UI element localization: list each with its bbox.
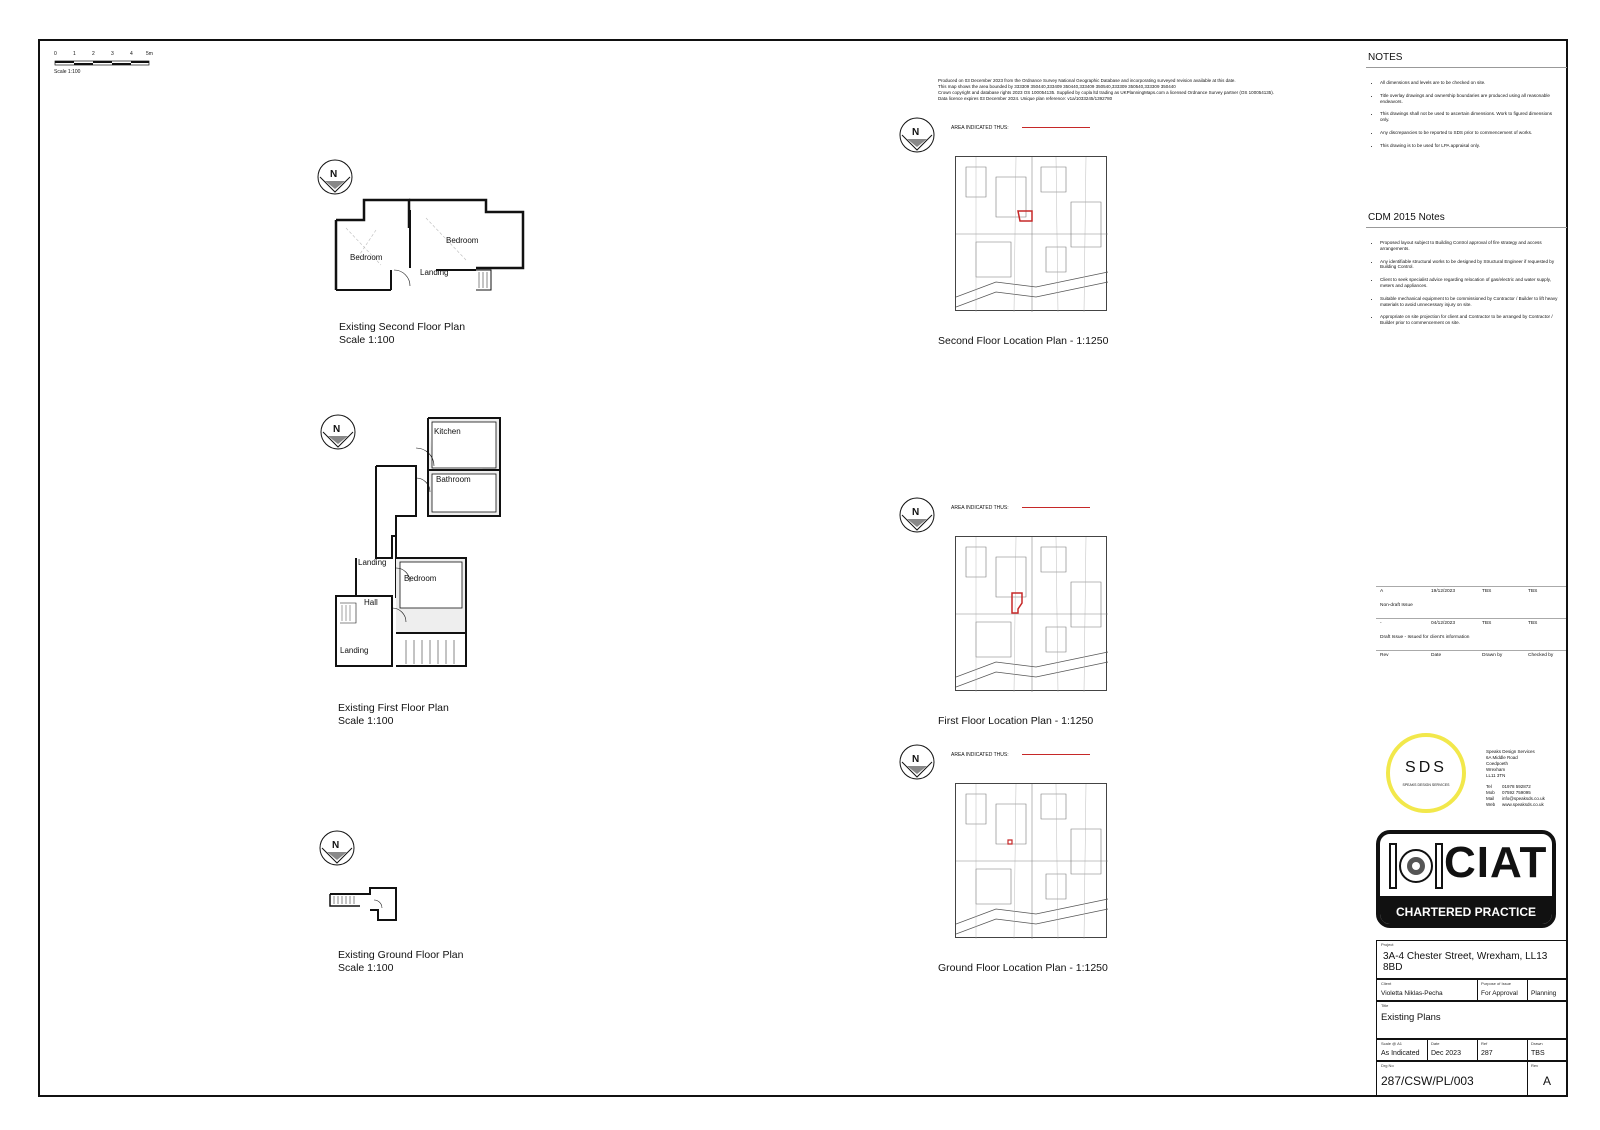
drawing-number-box: [1376, 1061, 1568, 1097]
address-line: Wrexham: [1486, 767, 1506, 772]
note-item: • This drawing is to be used for LPA appraisal only.: [1380, 143, 1560, 149]
note-item: • This drawings shall not be used to ascertain dimensions. Work to figured dimensions only.: [1380, 111, 1560, 123]
contact-value: info@speaksds.co.uk: [1502, 796, 1545, 801]
scale-tick: 0: [54, 51, 57, 57]
cdm-item: • Proposed layout subject to Building Control approval of fire strategy and access arrangements.: [1380, 240, 1560, 252]
address-line: 6A Middle Road: [1486, 755, 1518, 760]
room-label: Bedroom: [446, 236, 479, 245]
client-box: [1376, 979, 1568, 1001]
rev-cell: TBS: [1528, 589, 1538, 594]
room-label: Bathroom: [436, 475, 471, 484]
cdm-item: • Client to seek specialist advice regarding relocation of gas/electric and water supply, meters and appliances.: [1380, 277, 1560, 289]
scale-tick: 5m: [146, 51, 153, 57]
drawing-sheet: [38, 39, 1568, 1097]
first-floor-walls: [336, 418, 506, 680]
north-arrow-icon: [316, 158, 354, 196]
drawn-value: TBS: [1531, 1050, 1545, 1057]
drawn-label: Drawn: [1531, 1041, 1543, 1046]
revision-table: [1376, 586, 1566, 658]
first-floor-plan-title: Existing First Floor Plan: [338, 702, 449, 714]
ground-floor-walls: [330, 880, 400, 925]
scale-tick: 3: [111, 51, 114, 57]
client-value: Violetta Niklas-Pecha: [1381, 990, 1443, 997]
client-label: Client: [1381, 981, 1392, 986]
rev-cell: 19/12/2023: [1431, 589, 1456, 594]
scale-label: Scale 1:100: [54, 69, 81, 75]
room-label: Bedroom: [350, 253, 383, 262]
contact-key: Mob: [1486, 790, 1495, 795]
notes-heading: NOTES: [1368, 52, 1403, 63]
area-indicated-label: AREA INDICATED THUS:: [951, 125, 1009, 131]
ciat-logo: [1376, 830, 1556, 928]
project-label: Project: [1381, 942, 1394, 947]
area-indicated-label: AREA INDICATED THUS:: [951, 752, 1009, 758]
north-label: N: [332, 840, 340, 851]
cdm-item: • Appropriate on site projection for client and Contractor to be arranged by Contractor / Builder prior to commencement on site.: [1380, 314, 1560, 326]
project-value: 3A-4 Chester Street, Wrexham, LL13 8BD: [1383, 951, 1548, 973]
north-arrow-icon: [318, 829, 356, 867]
rev-header: Checked by: [1528, 653, 1554, 658]
sds-logo: [1386, 733, 1466, 813]
sds-address: [1486, 749, 1566, 808]
note-item: • All dimensions and levels are to be checked on site.: [1380, 80, 1560, 86]
rev-header: Date: [1431, 653, 1442, 658]
north-label: N: [912, 507, 920, 518]
second-floor-plan: [336, 200, 526, 300]
date-value: Dec 2023: [1431, 1050, 1461, 1057]
os-notice-line: Data licence expires 03 December 2024. Unique plan reference: v1a/1033245/1392780: [938, 96, 1113, 101]
area-indicated-label: AREA INDICATED THUS:: [951, 505, 1009, 511]
first-floor-plan: [336, 418, 506, 680]
contact-key: Tel: [1486, 784, 1492, 789]
dwg-label: Drg No: [1381, 1063, 1394, 1068]
scale-tick: 4: [130, 51, 133, 57]
room-label: Landing: [340, 646, 369, 655]
note-item: • Any discrepancies to be reported to SDS prior to commencement of works.: [1380, 130, 1560, 136]
scale-value: As Indicated: [1381, 1050, 1420, 1057]
address-line: LL11 3TN: [1486, 773, 1506, 778]
location-map-graphic: [956, 157, 1108, 312]
room-label: Hall: [364, 598, 378, 607]
north-arrow-icon: [898, 116, 936, 154]
location-map-graphic: [956, 537, 1108, 692]
second-floor-walls: [336, 200, 526, 300]
rev-header: Rev: [1380, 653, 1389, 658]
north-label: N: [912, 127, 920, 138]
rev-cell: -: [1380, 621, 1382, 626]
area-indicated-line: [1022, 127, 1090, 128]
divider: [1366, 227, 1567, 228]
title-box: [1376, 1001, 1568, 1039]
location-map: [955, 536, 1107, 691]
ciat-emblem-icon: [1388, 840, 1444, 892]
contact-key: Web: [1486, 802, 1496, 807]
location-plan-title: First Floor Location Plan - 1:1250: [938, 715, 1094, 727]
contact-value: 07592 759095: [1502, 790, 1531, 795]
os-notice-line: This map shows the area bounded by 333309 350440,333409 350440,333409 350540,333309 350540,333309 350440: [938, 84, 1176, 89]
north-label: N: [330, 169, 338, 180]
scale-label: Scale @ A1: [1381, 1041, 1402, 1046]
ciat-name: CIAT: [1444, 838, 1548, 887]
location-plan-title: Ground Floor Location Plan - 1:1250: [938, 962, 1108, 974]
area-indicated-line: [1022, 507, 1090, 508]
title-label: Title: [1381, 1003, 1389, 1008]
purpose-value-2: Planning: [1531, 990, 1557, 997]
second-floor-plan-title: Existing Second Floor Plan: [339, 321, 466, 333]
cdm-item: • Any identifiable structural works to be designed by Structural Engineer if requested by Building Control.: [1380, 259, 1560, 271]
title-value: Existing Plans: [1381, 1012, 1441, 1023]
rev-cell: TBS: [1528, 621, 1538, 626]
room-label: Kitchen: [434, 427, 461, 436]
rev-label: Rev: [1531, 1063, 1539, 1068]
sds-logo-sub: SPEAKS DESIGN SERVICES: [1402, 783, 1450, 787]
location-map: [955, 783, 1107, 938]
cdm-notes-list: [1370, 240, 1560, 333]
second-floor-plan-scale: Scale 1:100: [339, 334, 395, 346]
dwg-value: 287/CSW/PL/003: [1381, 1074, 1474, 1088]
north-arrow-icon: [898, 496, 936, 534]
rev-cell: Draft Issue - Issued for client's information: [1380, 635, 1470, 640]
ref-value: 287: [1481, 1050, 1493, 1057]
first-floor-plan-scale: Scale 1:100: [338, 715, 394, 727]
address-line: Coedpoeth: [1486, 761, 1509, 766]
ground-floor-plan-scale: Scale 1:100: [338, 962, 394, 974]
os-notice-line: Crown copyright and database rights 2023 OS 100054135. Supplied by copla ltd trading as UKPlanningMaps.com a licensed Ordnance Survey partner (OS 100054135).: [938, 90, 1274, 95]
address-line: Speaks Design Services: [1486, 749, 1535, 754]
scale-tick: 1: [73, 51, 76, 57]
location-map-graphic: [956, 784, 1108, 939]
rev-cell: TBS: [1482, 621, 1492, 626]
purpose-label: Purpose of Issue: [1481, 981, 1512, 986]
contact-value: 01978 592872: [1502, 784, 1531, 789]
rev-cell: 04/12/2023: [1431, 621, 1456, 626]
divider: [1366, 67, 1567, 68]
contact-value: www.speaksds.co.uk: [1502, 802, 1544, 807]
north-label: N: [912, 754, 920, 765]
room-label: Landing: [420, 268, 449, 277]
notes-list: [1370, 80, 1560, 156]
rev-cell: Non-draft Issue: [1380, 603, 1413, 608]
rev-header: Drawn by: [1482, 653, 1503, 658]
location-map: [955, 156, 1107, 311]
purpose-value: For Approval: [1481, 990, 1518, 997]
ref-label: Ref: [1481, 1041, 1488, 1046]
note-item: • Title overlay drawings and ownership boundaries are produced using all reasonable endeavors.: [1380, 93, 1560, 105]
cdm-item: • Suitable mechanical equipment to be commissioned by Contractor / Builder to lift heavy materials to avoid unnecessary injury on site.: [1380, 296, 1560, 308]
rev-value: A: [1543, 1074, 1552, 1088]
project-box: [1376, 940, 1568, 979]
scale-tick: 2: [92, 51, 95, 57]
rev-cell: TBS: [1482, 589, 1492, 594]
ground-floor-plan-title: Existing Ground Floor Plan: [338, 949, 464, 961]
ground-floor-plan: [330, 880, 400, 925]
scale-bar: [54, 51, 154, 77]
os-copyright-notice: [938, 78, 1338, 102]
date-label: Date: [1431, 1041, 1440, 1046]
sds-logo-text: SDS: [1405, 759, 1447, 776]
location-plan-title: Second Floor Location Plan - 1:1250: [938, 335, 1109, 347]
rev-cell: A: [1380, 589, 1384, 594]
cdm-heading: CDM 2015 Notes: [1368, 212, 1445, 223]
north-arrow-icon: [898, 743, 936, 781]
north-label: N: [333, 424, 341, 435]
meta-box: [1376, 1039, 1568, 1061]
contact-key: Mail: [1486, 796, 1495, 801]
room-label: Landing: [358, 558, 387, 567]
room-label: Bedroom: [404, 574, 437, 583]
os-notice-line: Produced on 03 December 2023 from the Ordnance Survey National Geographic Database and incorporating surveyed revision available at this date.: [938, 78, 1236, 83]
area-indicated-line: [1022, 754, 1090, 755]
ciat-sub: CHARTERED PRACTICE: [1380, 896, 1552, 928]
